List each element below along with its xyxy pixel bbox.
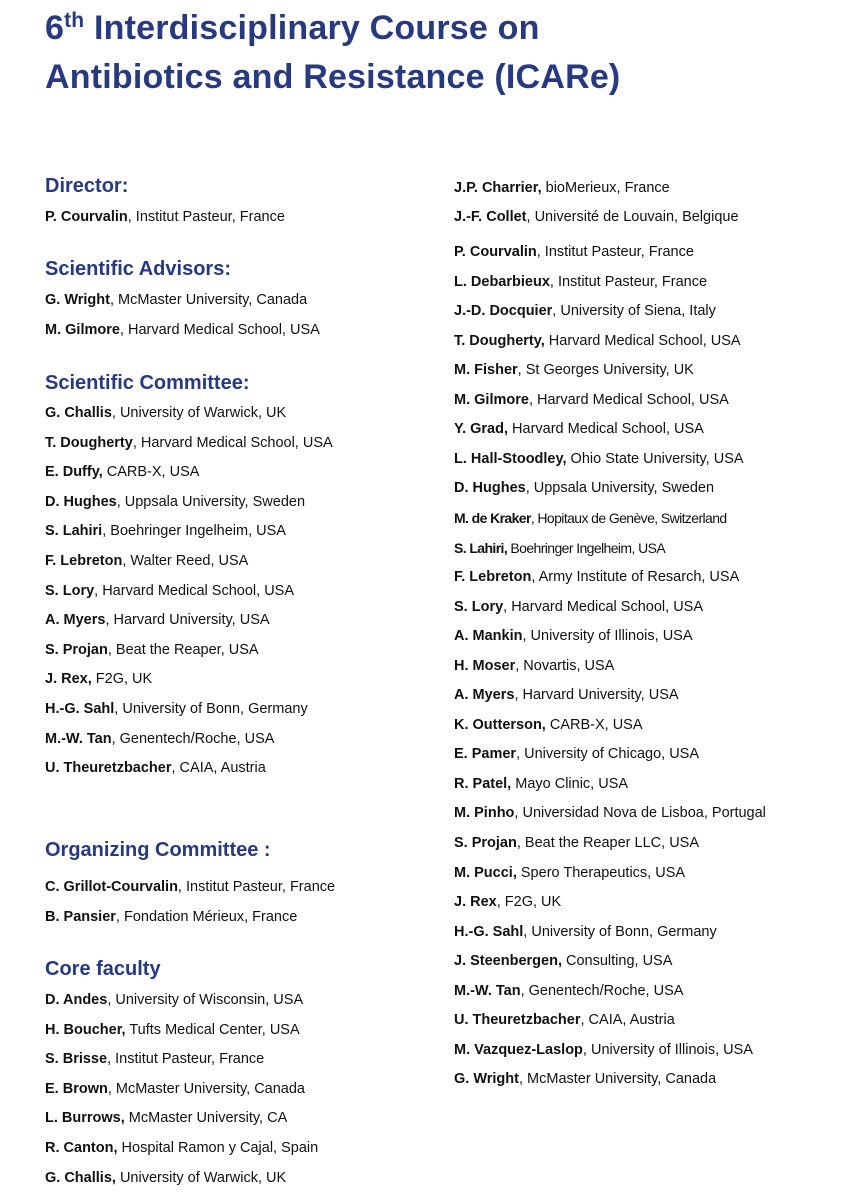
member-affiliation: , University of Warwick, UK <box>111 405 287 421</box>
scientific-advisors-entry <box>45 321 320 339</box>
member-affiliation: , Harvard University, USA <box>105 612 270 628</box>
section-heading-director: Director: <box>45 175 129 197</box>
member-name: J. Rex, <box>45 671 92 687</box>
member-affiliation: , CAIA, Austria <box>171 760 266 776</box>
scientific-committee-entry <box>45 434 333 452</box>
member-name: L. Burrows, <box>45 1110 125 1126</box>
member-affiliation: , St Georges University, UK <box>517 362 694 378</box>
core-faculty-right-entry <box>454 1070 716 1088</box>
member-name: T. Dougherty <box>45 435 133 451</box>
core-faculty-right-entry <box>454 775 628 793</box>
core-faculty-right-entry <box>454 208 739 226</box>
member-name: S. Lahiri, <box>454 540 508 556</box>
member-affiliation: CARB-X, USA <box>545 717 643 733</box>
member-affiliation: McMaster University, CA <box>124 1110 288 1126</box>
member-affiliation: , Institut Pasteur, France <box>549 274 708 290</box>
core-faculty-right-entry <box>454 627 693 645</box>
member-name: A. Myers <box>45 612 106 628</box>
member-affiliation: Ohio State University, USA <box>566 451 744 467</box>
member-affiliation: , CAIA, Austria <box>580 1012 675 1028</box>
member-affiliation: Harvard Medical School, USA <box>544 333 741 349</box>
member-name: H. Boucher, <box>45 1022 126 1038</box>
core-faculty-right-entry <box>454 864 685 882</box>
scientific-committee-entry <box>45 641 259 659</box>
scientific-committee-entry <box>45 522 286 540</box>
core-faculty-left-entry <box>45 1021 300 1039</box>
core-faculty-right-entry <box>454 952 672 970</box>
core-faculty-left-entry <box>45 1139 318 1157</box>
member-name: M. de Kraker <box>454 510 531 526</box>
core-faculty-right-entry <box>454 804 766 822</box>
member-name: A. Myers <box>454 687 515 703</box>
member-name: G. Challis <box>45 405 112 421</box>
member-name: E. Duffy, <box>45 464 103 480</box>
member-name: U. Theuretzbacher <box>454 1012 581 1028</box>
core-faculty-right-entry <box>454 361 694 379</box>
member-affiliation: , Walter Reed, USA <box>122 553 249 569</box>
scientific-committee-entry <box>45 730 274 748</box>
member-name: C. Grillot-Courvalin <box>45 879 178 895</box>
member-name: M.-W. Tan <box>45 731 112 747</box>
member-affiliation: , University of Chicago, USA <box>516 746 700 762</box>
core-faculty-right-entry <box>454 923 717 941</box>
member-affiliation: , Fondation Mérieux, France <box>115 909 298 925</box>
member-name: J.-F. Collet <box>454 209 527 225</box>
member-name: M. Pucci, <box>454 865 517 881</box>
member-name: G. Challis, <box>45 1170 116 1186</box>
member-affiliation: , University of Bonn, Germany <box>114 701 308 717</box>
member-name: M. Pinho <box>454 805 515 821</box>
member-affiliation: Boehringer Ingelheim, USA <box>507 540 666 556</box>
member-affiliation: , University of Illinois, USA <box>582 1042 753 1058</box>
member-name: S. Lory <box>454 599 504 615</box>
scientific-committee-entry <box>45 404 286 422</box>
member-name: D. Andes <box>45 992 108 1008</box>
member-name: H. Moser <box>454 658 516 674</box>
member-affiliation: Mayo Clinic, USA <box>511 776 629 792</box>
member-name: F. Lebreton <box>454 569 532 585</box>
member-affiliation: , Beat the Reaper, USA <box>107 642 259 658</box>
core-faculty-right-entry <box>454 598 703 616</box>
member-name: P. Courvalin <box>45 209 128 225</box>
member-affiliation: Consulting, USA <box>561 953 673 969</box>
core-faculty-left-entry <box>45 1109 287 1127</box>
member-affiliation: Spero Therapeutics, USA <box>516 865 686 881</box>
core-faculty-right-entry <box>454 657 614 675</box>
member-affiliation: CARB-X, USA <box>102 464 200 480</box>
member-name: D. Hughes <box>454 480 526 496</box>
core-faculty-right-entry <box>454 391 729 409</box>
organizing-committee-entry <box>45 878 335 896</box>
core-faculty-right-entry <box>454 243 694 261</box>
member-affiliation: , Uppsala University, Sweden <box>525 480 715 496</box>
core-faculty-right-entry <box>454 745 699 763</box>
member-affiliation: , McMaster University, Canada <box>107 1081 305 1097</box>
member-name: S. Projan <box>454 835 517 851</box>
member-name: J.-D. Docquier <box>454 303 553 319</box>
member-affiliation: Hospital Ramon y Cajal, Spain <box>117 1140 319 1156</box>
member-name: J.P. Charrier, <box>454 180 542 196</box>
core-faculty-right-entry <box>454 716 643 734</box>
member-affiliation: Tufts Medical Center, USA <box>125 1022 300 1038</box>
member-affiliation: , Harvard University, USA <box>514 687 679 703</box>
member-affiliation: , Novartis, USA <box>515 658 615 674</box>
core-faculty-right-entry <box>454 479 714 497</box>
member-affiliation: , Harvard Medical School, USA <box>132 435 333 451</box>
core-faculty-right-entry <box>454 179 670 197</box>
scientific-committee-entry <box>45 493 305 511</box>
scientific-committee-entry <box>45 670 152 688</box>
page-title <box>45 6 620 99</box>
core-faculty-left-entry <box>45 1169 286 1187</box>
core-faculty-right-entry <box>454 420 704 438</box>
member-affiliation: , Genentech/Roche, USA <box>111 731 275 747</box>
core-faculty-right-entry <box>454 273 707 291</box>
member-name: H.-G. Sahl <box>454 924 524 940</box>
member-affiliation: , Hopitaux de Genève, Switzerland <box>530 510 727 526</box>
scientific-committee-entry <box>45 611 270 629</box>
member-affiliation: , University of Illinois, USA <box>522 628 693 644</box>
member-name: S. Projan <box>45 642 108 658</box>
member-affiliation: , Institut Pasteur, France <box>536 244 694 260</box>
member-name: J. Steenbergen, <box>454 953 562 969</box>
member-affiliation: , Genentech/Roche, USA <box>520 983 684 999</box>
member-name: T. Dougherty, <box>454 333 545 349</box>
member-name: U. Theuretzbacher <box>45 760 172 776</box>
member-name: M.-W. Tan <box>454 983 521 999</box>
member-name: L. Debarbieux <box>454 274 550 290</box>
organizing-committee-entry <box>45 908 297 926</box>
member-affiliation: , University of Siena, Italy <box>552 303 716 319</box>
core-faculty-left-entry <box>45 1050 264 1068</box>
member-name: M. Gilmore <box>45 322 120 338</box>
member-name: J. Rex <box>454 894 497 910</box>
member-affiliation: , Harvard Medical School, USA <box>528 392 729 408</box>
member-name: K. Outterson, <box>454 717 546 733</box>
member-name: B. Pansier <box>45 909 116 925</box>
member-affiliation: , Harvard Medical School, USA <box>503 599 704 615</box>
member-name: G. Wright <box>45 292 110 308</box>
member-affiliation: , Institut Pasteur, France <box>177 879 336 895</box>
member-name: L. Hall-Stoodley, <box>454 451 567 467</box>
member-affiliation: , Beat the Reaper LLC, USA <box>516 835 700 851</box>
member-affiliation: , University of Wisconsin, USA <box>107 992 304 1008</box>
title-edition-suffix: th <box>64 9 85 32</box>
scientific-committee-entry <box>45 552 248 570</box>
scientific-advisors-entry <box>45 291 307 309</box>
member-affiliation: , Universidad Nova de Lisboa, Portugal <box>514 805 766 821</box>
member-name: A. Mankin <box>454 628 523 644</box>
section-heading-core-faculty: Core faculty <box>45 958 161 980</box>
core-faculty-right-entry <box>454 1011 675 1029</box>
core-faculty-right-entry <box>454 686 679 704</box>
core-faculty-right-entry <box>454 450 744 468</box>
member-affiliation: F2G, UK <box>91 671 153 687</box>
core-faculty-right-entry <box>454 834 699 852</box>
member-name: R. Patel, <box>454 776 512 792</box>
member-name: R. Canton, <box>45 1140 118 1156</box>
member-affiliation: bioMerieux, France <box>541 180 670 196</box>
core-faculty-right-entry <box>454 982 683 1000</box>
core-faculty-right-entry <box>454 509 727 527</box>
member-affiliation: , F2G, UK <box>496 894 562 910</box>
scientific-committee-entry <box>45 700 308 718</box>
member-name: P. Courvalin <box>454 244 537 260</box>
title-line-2: Antibiotics and Resistance (ICARe) <box>45 58 621 96</box>
section-heading-scientific-committee: Scientific Committee: <box>45 372 250 394</box>
member-affiliation: Harvard Medical School, USA <box>508 421 704 437</box>
section-heading-organizing-committee: Organizing Committee : <box>45 839 271 861</box>
member-affiliation: , Army Institute of Resarch, USA <box>531 569 740 585</box>
member-name: S. Lory <box>45 583 95 599</box>
member-affiliation: , Institut Pasteur, France <box>107 1051 265 1067</box>
core-faculty-right-entry <box>454 302 716 320</box>
scientific-committee-entry <box>45 463 199 481</box>
member-name: H.-G. Sahl <box>45 701 115 717</box>
title-edition-number: 6 <box>45 9 65 47</box>
member-name: G. Wright <box>454 1071 519 1087</box>
member-affiliation: , McMaster University, Canada <box>518 1071 717 1087</box>
core-faculty-right-entry <box>454 568 739 586</box>
core-faculty-right-entry <box>454 332 741 350</box>
member-affiliation: , Harvard Medical School, USA <box>119 322 320 338</box>
member-affiliation: University of Warwick, UK <box>115 1170 287 1186</box>
core-faculty-right-entry <box>454 539 665 557</box>
member-name: M. Vazquez-Laslop <box>454 1042 583 1058</box>
director-entry <box>45 208 285 226</box>
member-name: E. Pamer <box>454 746 517 762</box>
member-name: M. Fisher <box>454 362 518 378</box>
member-affiliation: , Institut Pasteur, France <box>127 209 285 225</box>
core-faculty-left-entry <box>45 1080 305 1098</box>
member-name: D. Hughes <box>45 494 117 510</box>
member-affiliation: , Uppsala University, Sweden <box>116 494 306 510</box>
section-heading-scientific-advisors: Scientific Advisors: <box>45 258 231 280</box>
member-affiliation: , Harvard Medical School, USA <box>94 583 295 599</box>
member-affiliation: , University of Bonn, Germany <box>523 924 717 940</box>
member-name: M. Gilmore <box>454 392 529 408</box>
member-name: S. Lahiri <box>45 523 103 539</box>
member-name: F. Lebreton <box>45 553 123 569</box>
member-name: Y. Grad, <box>454 421 508 437</box>
member-name: E. Brown <box>45 1081 108 1097</box>
core-faculty-left-entry <box>45 991 303 1009</box>
member-name: S. Brisse <box>45 1051 108 1067</box>
title-line-1: Interdisciplinary Course on <box>94 9 540 47</box>
scientific-committee-entry <box>45 582 294 600</box>
member-affiliation: , Boehringer Ingelheim, USA <box>102 523 286 539</box>
core-faculty-right-entry <box>454 893 561 911</box>
core-faculty-right-entry <box>454 1041 753 1059</box>
member-affiliation: , Université de Louvain, Belgique <box>526 209 739 225</box>
scientific-committee-entry <box>45 759 266 777</box>
member-affiliation: , McMaster University, Canada <box>109 292 308 308</box>
